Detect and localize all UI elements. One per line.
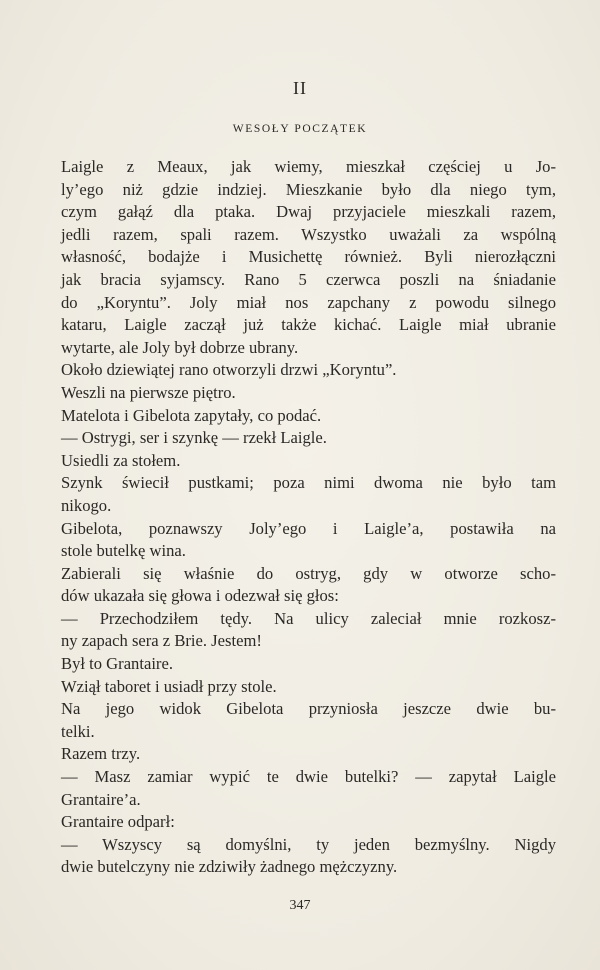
text-line: Razem trzy. — [61, 744, 141, 764]
text-line: — Ostrygi, ser i szynkę — rzekł Laigle. — [61, 428, 327, 448]
text-line: — Wszyscy są domyślni, ty jeden bezmyślny. Nigdy — [61, 834, 556, 854]
text-line: Gibelota, poznawszy Joly’ego i Laigle’a, postawiła na — [61, 518, 556, 538]
text-line: Zabierali się właśnie do ostryg, gdy w otworze scho- — [61, 563, 556, 583]
text-line: stole butelkę wina. — [61, 541, 186, 561]
text-line: ny zapach sera z Brie. Jestem! — [61, 631, 262, 651]
text-line: Na jego widok Gibelota przyniosła jeszcze dwie bu- — [61, 699, 556, 719]
chapter-number: II — [293, 78, 307, 98]
text-line: Weszli na pierwsze piętro. — [61, 382, 236, 402]
text-line: Matelota i Gibelota zapytały, co podać. — [61, 405, 322, 425]
text-line: Około dziewiątej rano otworzyli drzwi „Koryntu”. — [61, 360, 397, 380]
text-line: Grantaire odparł: — [61, 812, 175, 832]
text-line: wytarte, ale Joly był dobrze ubrany. — [61, 337, 299, 357]
chapter-title: WESOŁY POCZĄTEK — [232, 123, 368, 135]
page-number: 347 — [289, 898, 311, 913]
text-line: kataru, Laigle zaczął już także kichać. Laigle miał ubranie — [61, 315, 556, 335]
text-line: własność, bodajże i Musichettę również. Byli nierozłączni — [61, 247, 556, 267]
text-line: Grantaire’a. — [61, 789, 141, 809]
text-line: — Masz zamiar wypić te dwie butelki? — zapytał Laigle — [61, 767, 556, 787]
text-line: ly’ego niż gdzie indziej. Mieszkanie było dla niego tym, — [61, 179, 556, 199]
text-line: nikogo. — [61, 495, 112, 515]
text-line: — Przechodziłem tędy. Na ulicy zaleciał mnie rozkosz- — [61, 608, 556, 628]
text-line: jak bracia syjamscy. Rano 5 czerwca poszli na śniadanie — [61, 269, 556, 289]
text-line: dów ukazała się głowa i odezwał się głos: — [61, 586, 339, 606]
text-line: dwie butelczyny nie zdziwiły żadnego mężczyzny. — [61, 857, 398, 877]
text-line: Szynk świecił pustkami; poza nimi dwoma nie było tam — [61, 473, 556, 493]
text-line: Usiedli za stołem. — [61, 450, 181, 470]
text-line: Był to Grantaire. — [61, 654, 173, 674]
text-line: Wziął taboret i usiadł przy stole. — [61, 676, 277, 696]
text-line: czym gałąź dla ptaka. Dwaj przyjaciele mieszkali razem, — [61, 202, 556, 222]
text-line: Laigle z Meaux, jak wiemy, mieszkał częściej u Jo- — [61, 157, 556, 176]
text-line: telki. — [61, 721, 95, 741]
text-line: jedli razem, spali razem. Wszystko uważali za wspólną — [61, 224, 556, 244]
text-line: do „Koryntu”. Joly miał nos zapchany z powodu silnego — [61, 292, 556, 312]
body-text — [61, 156, 556, 879]
